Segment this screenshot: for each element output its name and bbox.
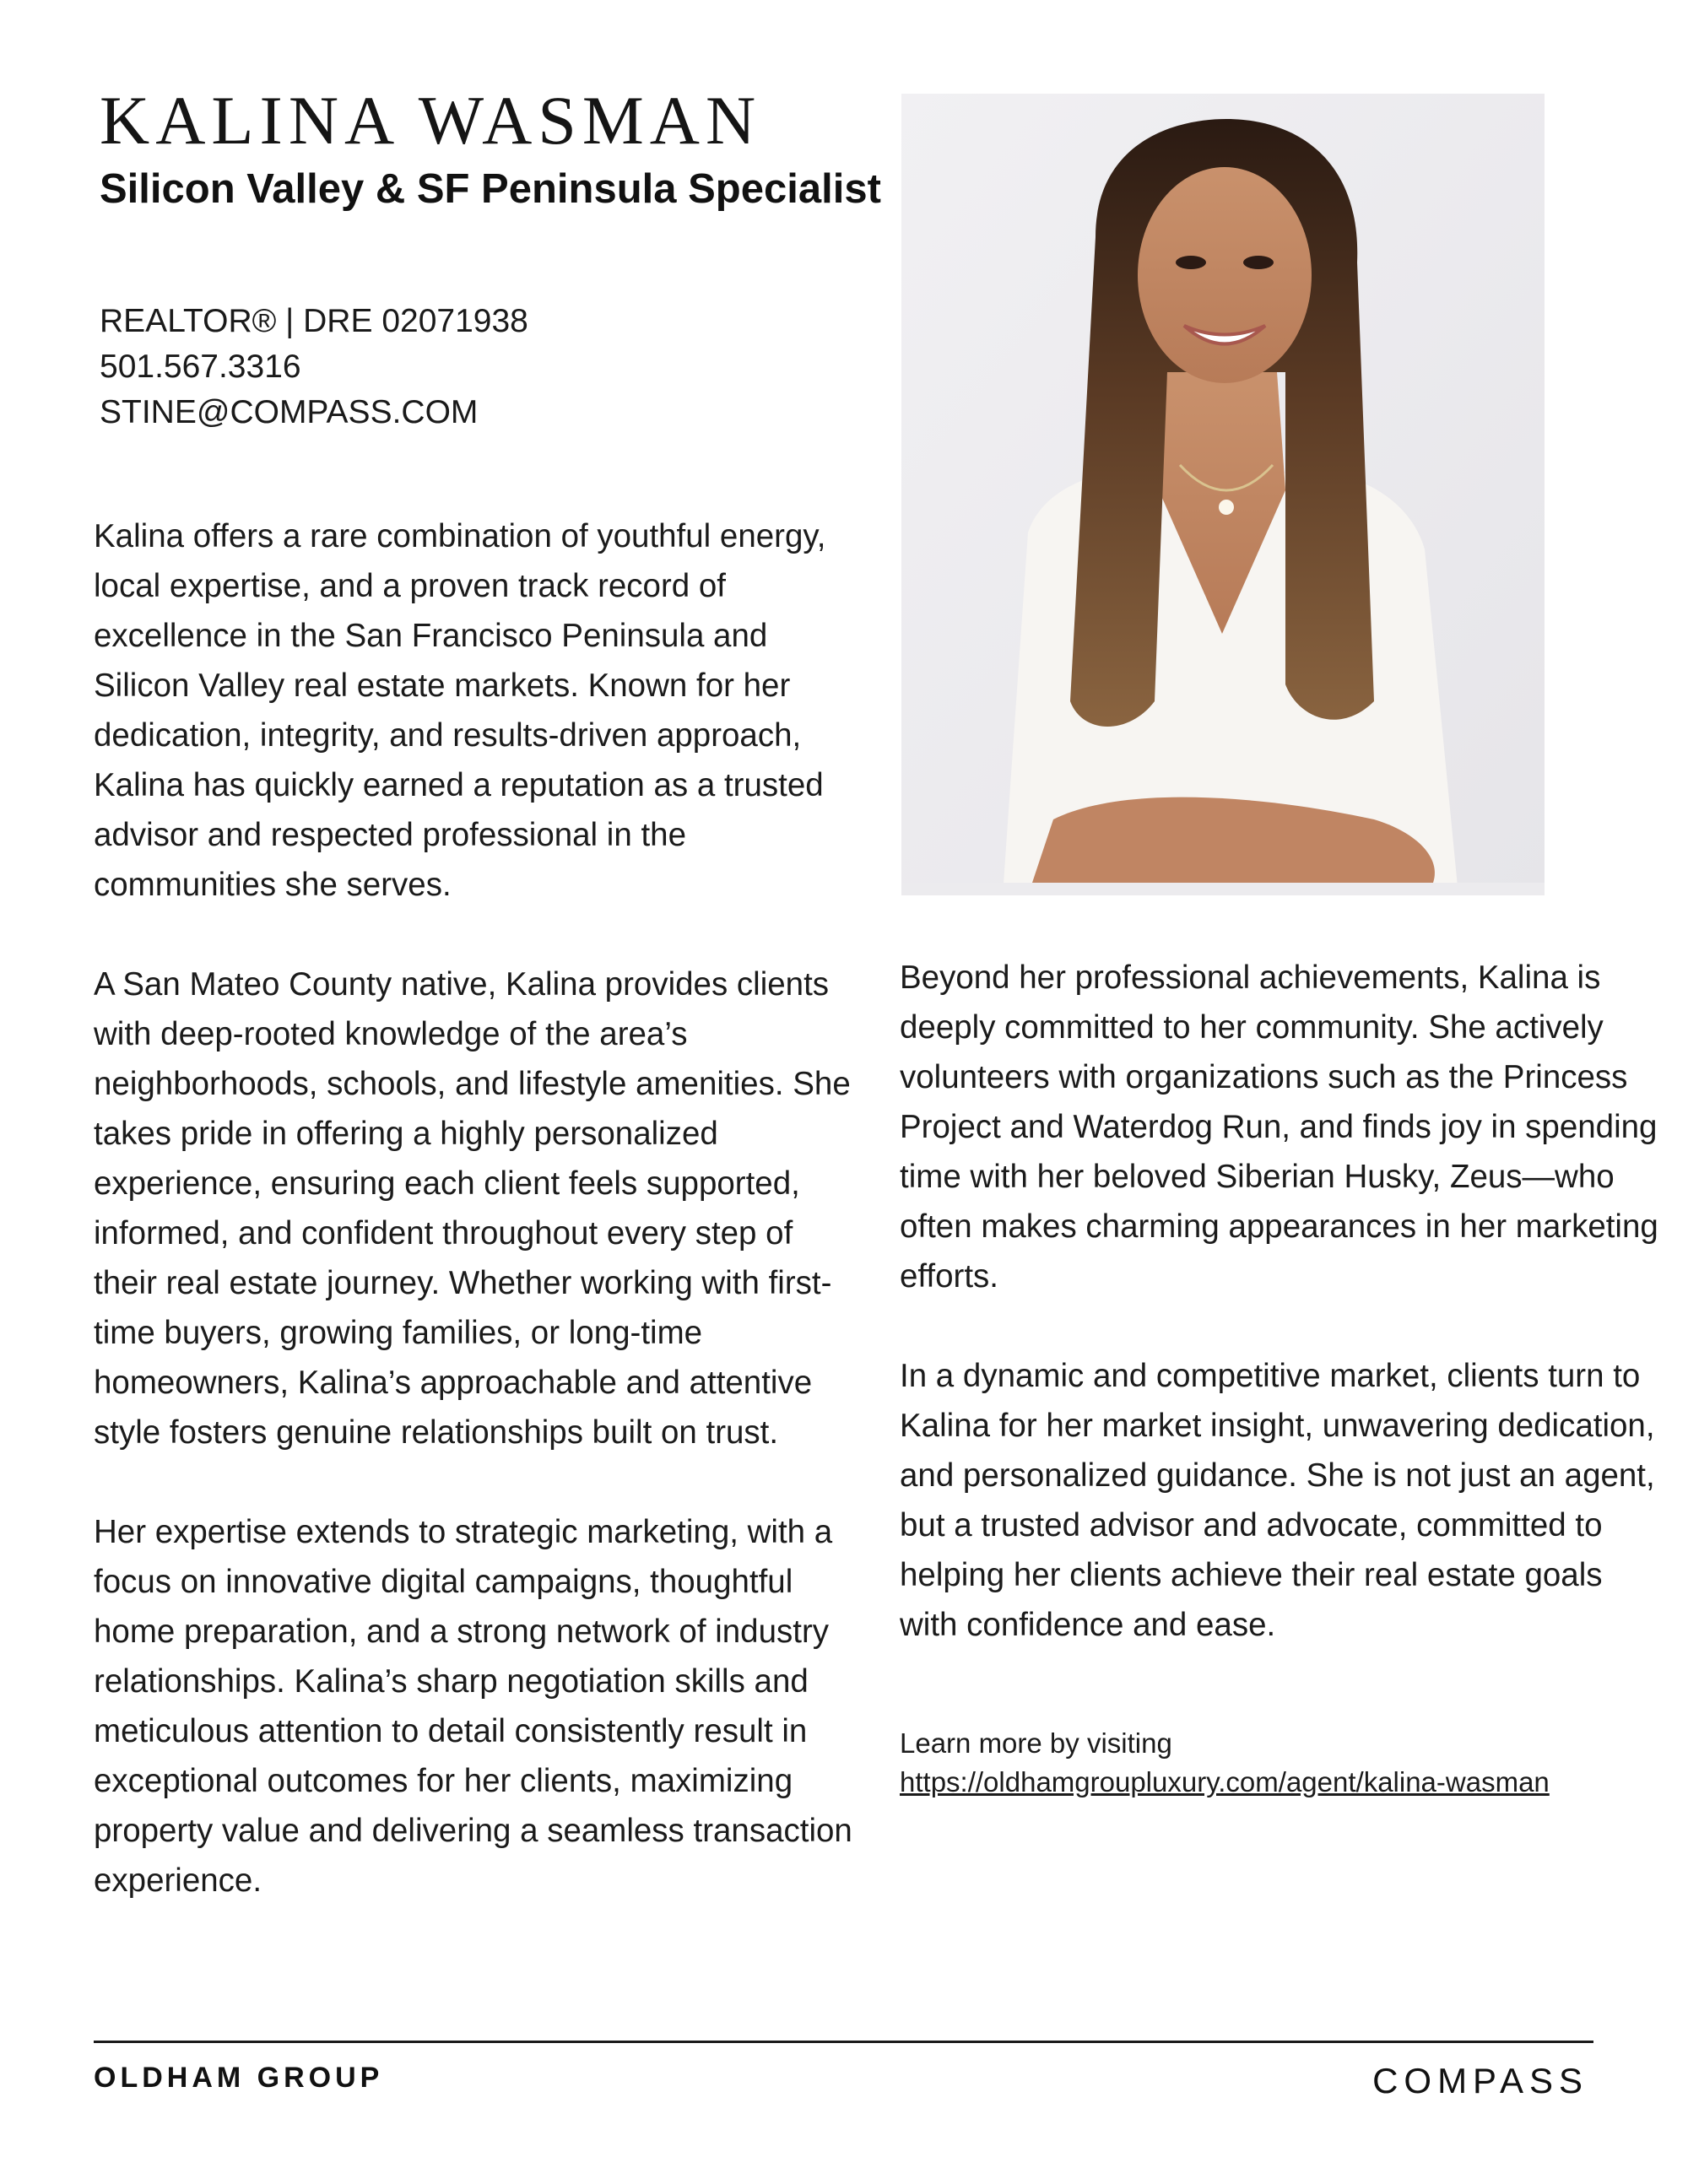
contact-block [100, 299, 528, 435]
bio-paragraph: Beyond her professional achievements, Kalina is deeply committed to her community. She actively volunteers with organizations such as the Princess Project and Waterdog Run, and finds joy in spending time with her beloved Siberian Husky, Zeus—who often makes charming appearances in her marketing efforts. [900, 960, 1658, 1295]
bio-paragraph: Her expertise extends to strategic marketing, with a focus on innovative digital campaigns, thoughtful home preparation, and a strong network of industry relationships. Kalina’s sharp negotiation skills and meticulous attention to detail consistently result in exceptional outcomes for her clients, maximizing property value and delivering a seamless transaction experience. [94, 1514, 852, 1899]
email-address[interactable]: STINE@COMPASS.COM [100, 394, 479, 430]
agent-profile-link[interactable]: https://oldhamgroupluxury.com/agent/kalina-wasman [900, 1766, 1550, 1797]
phone-number[interactable]: 501.567.3316 [100, 349, 301, 385]
oldham-group-logo: OLDHAM GROUP [94, 2062, 384, 2094]
bio-paragraph: In a dynamic and competitive market, clients turn to Kalina for her market insight, unwavering dedication, and personalized guidance. She is not just an agent, but a trusted advisor and advocate, committed to helping her clients achieve their real estate goals with confidence and ease. [900, 1358, 1655, 1643]
agent-subtitle: Silicon Valley & SF Peninsula Specialist [100, 166, 881, 212]
compass-logo: COMPASS [1372, 2061, 1588, 2100]
bio-left-column [94, 511, 853, 1906]
agent-name: KALINA WASMAN [100, 82, 762, 159]
learn-more [900, 1724, 1550, 1802]
bio-paragraph: Kalina offers a rare combination of youthful energy, local expertise, and a proven track record of excellence in the San Francisco Peninsula and Silicon Valley real estate markets. Known for her dedication, integrity, and results-driven approach, Kalina has quickly earned a reputation as a trusted advisor and respected professional in the communities she serves. [94, 518, 826, 903]
footer-divider [94, 2041, 1593, 2043]
learn-more-label: Learn more by visiting [900, 1727, 1172, 1759]
bio-right-column [900, 953, 1659, 1650]
agent-portrait [901, 94, 1545, 895]
license-line: REALTOR® | DRE 02071938 [100, 303, 528, 339]
bio-paragraph: A San Mateo County native, Kalina provides clients with deep-rooted knowledge of the area’s neighborhoods, schools, and lifestyle amenities. She takes pride in offering a highly personalized experience, ensuring each client feels supported, informed, and confident throughout every step of their real estate journey. Whether working with first-time buyers, growing families, or long-time homeowners, Kalina’s approachable and attentive style fosters genuine relationships built on trust. [94, 966, 851, 1451]
